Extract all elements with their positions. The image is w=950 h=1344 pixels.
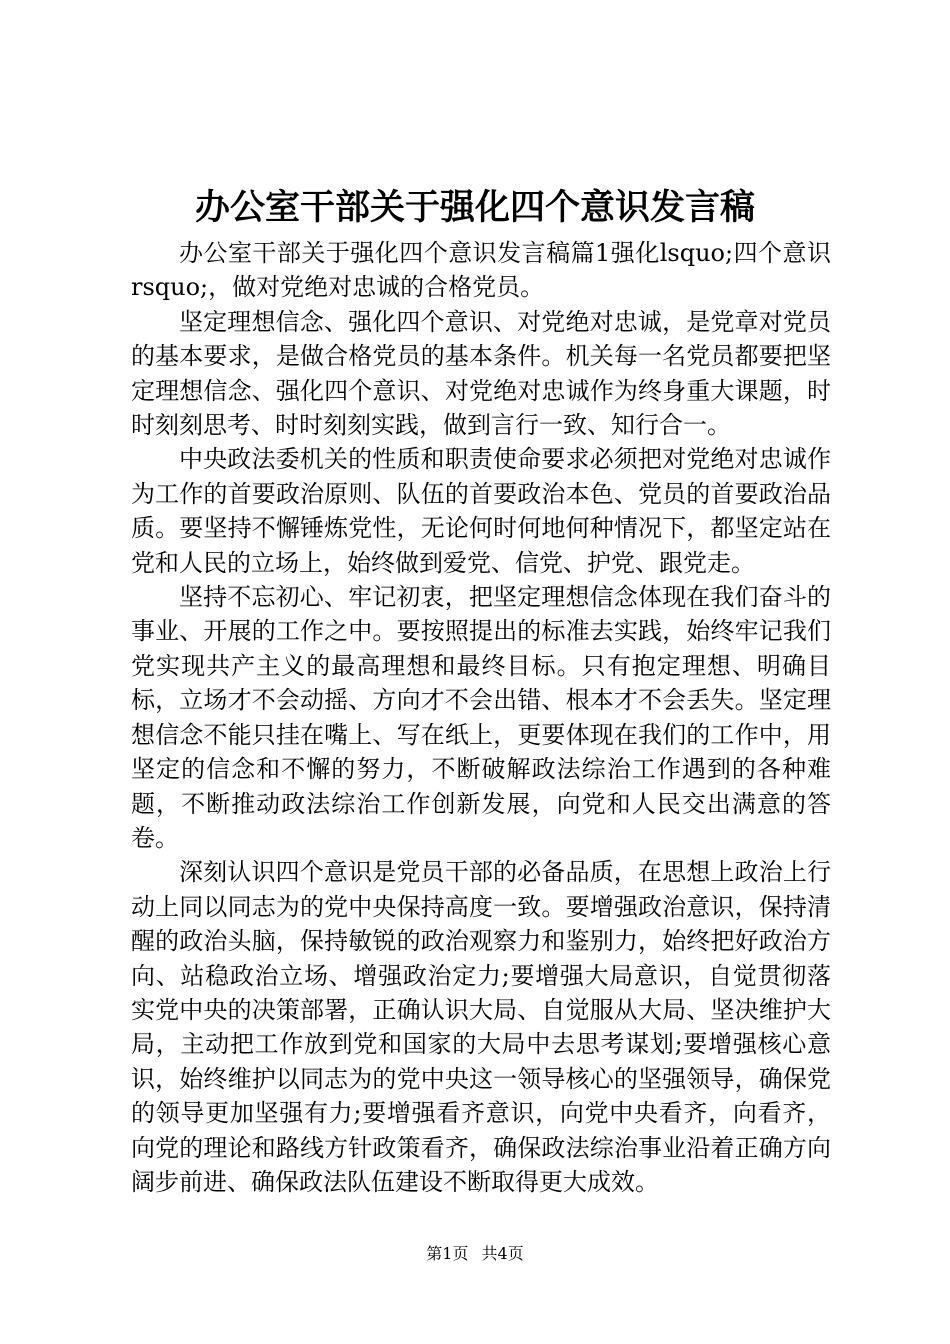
page-total: 共4页 [481, 1244, 524, 1263]
paragraph-1: 办公室干部关于强化四个意识发言稿篇1强化lsquo;四个意识rsquo;，做对党绝对忠诚的合格党员。 [131, 239, 831, 302]
document-title: 办公室干部关于强化四个意识发言稿 [194, 187, 755, 228]
document-body [131, 236, 831, 1199]
paragraph-2: 坚定理想信念、强化四个意识、对党绝对忠诚，是党章对党员的基本要求，是做合格党员的基本条件。机关每一名党员都要把坚定理想信念、强化四个意识、对党绝对忠诚作为终身重大课题，时时刻刻思考、时时刻刻实践，做到言行一致、知行合一。 [131, 307, 831, 440]
paragraph-4: 坚持不忘初心、牢记初衷，把坚定理想信念体现在我们奋斗的事业、开展的工作之中。要按照提出的标准去实践，始终牢记我们党实现共产主义的最高理想和最终目标。只有抱定理想、明确目标，立场才不会动摇、方向才不会出错、根本才不会丢失。坚定理想信念不能只挂在嘴上、写在纸上，更要体现在我们的工作中，用坚定的信念和不懈的努力，不断破解政法综治工作遇到的各种难题，不断推动政法综治工作创新发展，向党和人民交出满意的答卷。 [131, 583, 831, 852]
page-number: 第1页 [426, 1244, 469, 1263]
paragraph-5: 深刻认识四个意识是党员干部的必备品质，在思想上政治上行动上同以同志为的党中央保持高度一致。要增强政治意识，保持清醒的政治头脑，保持敏锐的政治观察力和鉴别力，始终把好政治方向、站稳政治立场、增强政治定力;要增强大局意识，自觉贯彻落实党中央的决策部署，正确认识大局、自觉服从大局、坚决维护大局，主动把工作放到党和国家的大局中去思考谋划;要增强核心意识，始终维护以同志为的党中央这一领导核心的坚强领导，确保党的领导更加坚强有力;要增强看齐意识，向党中央看齐，向看齐，向党的理论和路线方针政策看齐，确保政法综治事业沿着正确方向阔步前进、确保政法队伍建设不断取得更大成效。 [131, 858, 831, 1196]
page-footer [0, 1244, 950, 1264]
paragraph-3: 中央政法委机关的性质和职责使命要求必须把对党绝对忠诚作为工作的首要政治原则、队伍的首要政治本色、党员的首要政治品质。要坚持不懈锤炼党性，无论何时何地何种情况下，都坚定站在党和人民的立场上，始终做到爱党、信党、护党、跟党走。 [131, 445, 831, 577]
